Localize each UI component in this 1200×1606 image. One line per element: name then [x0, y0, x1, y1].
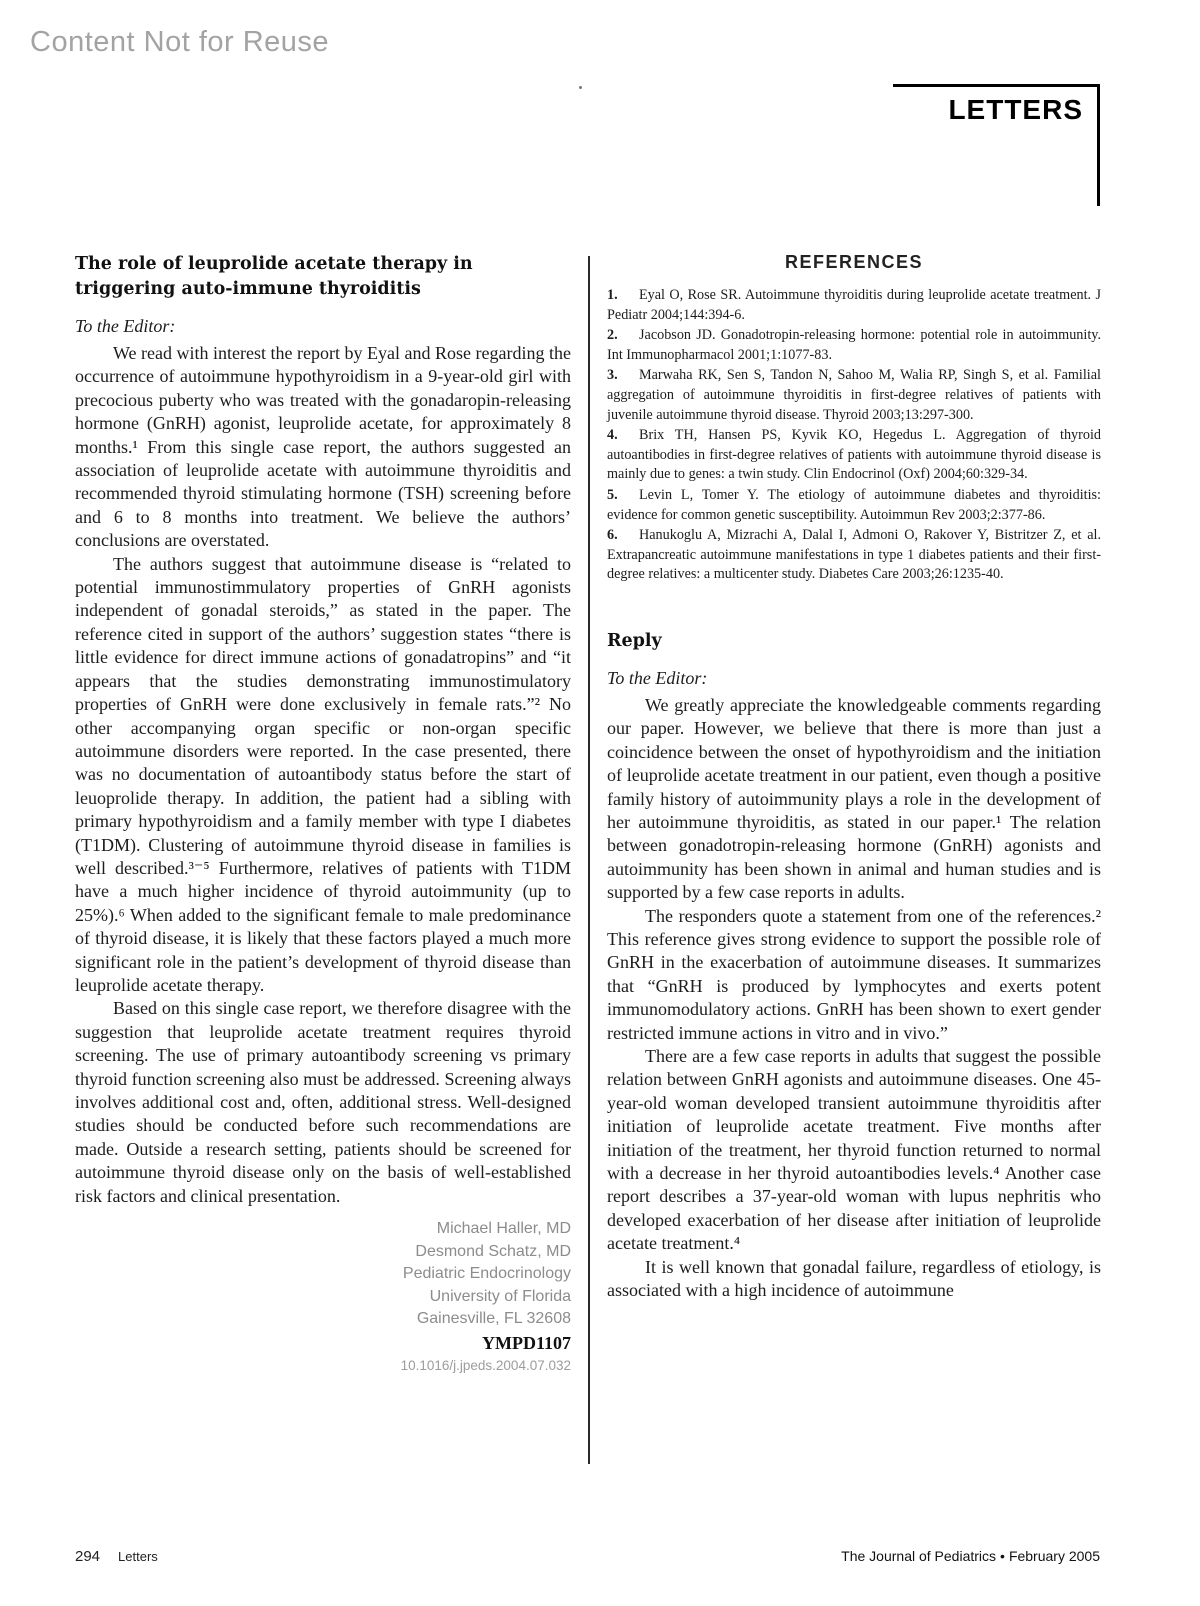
watermark-text: Content Not for Reuse [30, 26, 330, 58]
signature-line: University of Florida [429, 1287, 571, 1305]
reference-item [607, 526, 1101, 585]
paragraph: Based on this single case report, we therefore disagree with the suggestion that leuprolide acetate treatment requires thyroid screening. The use of primary autoantibody screening vs primary thyroid function screening also must be addressed. Screening always involves additional cost and, often, additional stress. Well-designed studies should be conducted before such recommendations are made. Outside a research setting, patients should be screened for autoimmune thyroid disease only on the basis of well-established risk factors and clinical presentation. [75, 998, 571, 1206]
reference-text: Eyal O, Rose SR. Autoimmune thyroiditis during leuprolide acetate treatment. J Pediatr 2004;144:394-6. [607, 287, 1101, 323]
reference-number: 2. [607, 327, 618, 344]
section-heading: LETTERS [948, 94, 1083, 125]
references-heading: REFERENCES [784, 252, 924, 272]
signature-line: Pediatric Endocrinology [402, 1265, 571, 1283]
reference-number: 6. [607, 527, 618, 544]
reference-item [607, 286, 1101, 325]
references-list [607, 286, 1101, 585]
signature-line: Desmond Schatz, MD [415, 1242, 571, 1260]
letters-corner-rule [893, 84, 1100, 206]
page-number: 294 [75, 1548, 101, 1565]
left-column [75, 252, 571, 1376]
paragraph: It is well known that gonadal failure, regardless of etiology, is associated with a high incidence of autoimmune [607, 1256, 1101, 1301]
reference-item [607, 326, 1101, 365]
signature-line: Michael Haller, MD [436, 1220, 571, 1238]
reference-number: 3. [607, 367, 618, 384]
reference-text: Brix TH, Hansen PS, Kyvik KO, Hegedus L. Aggregation of thyroid autoantibodies in first-degree relatives of patients with autoimmune thyroid disease is mainly due to genes: a twin study. Clin Endocrinol (Oxf) 2004;60:329-34. [607, 427, 1101, 483]
reference-number: 1. [607, 287, 618, 303]
paragraph: The authors suggest that autoimmune disease is “related to potential immunostimmulatory properties of GnRH agonists independent of gonadal steroids,” as stated in the paper. The reference cited in support of the authors’ suggestion states “there is little evidence for direct immune actions of gonadatropins” and “it appears that the studies demonstrating immunostimulatory properties of GnRH were done exclusively in female rats.”² No other accompanying organ specific or non-organ specific autoimmune disorders were reported. In the case presented, there was no documentation of autoantibody status before the start of leuoprolide therapy. In addition, the patient had a sibling with primary hypothyroidism and a family member with type I diabetes (T1DM). Clustering of autoimmune thyroid disease in families is well described.³⁻⁵ Furthermore, relatives of patients with T1DM have a much higher incidence of thyroid autoimmunity (up to 25%).⁶ When added to the significant female to male predominance of thyroid disease, it is likely that these factors played a much more significant role in the patient’s development of thyroid disease than leuprolide acetate therapy. [75, 553, 571, 995]
signature-line: Gainesville, FL 32608 [416, 1310, 571, 1328]
paragraph: We read with interest the report by Eyal and Rose regarding the occurrence of autoimmune hypothyroidism in a 9-year-old girl with precocious puberty who was treated with the gonadaropin-releasing hormone (GnRH) agonist, leuprolide acetate, for approximately 8 months.¹ From this single case report, the authors suggested an association of leuprolide acetate with autoimmune thyroiditis and recommended thyroid stimulating hormone (TSH) screening before and 6 to 8 months into treatment. We believe the authors’ conclusions are overstated. [75, 343, 571, 551]
reference-item [607, 426, 1101, 485]
issue-date: February 2005 [1008, 1548, 1100, 1564]
salutation: To the Editor: [607, 667, 708, 688]
manuscript-id: YMPD1107 [482, 1332, 571, 1353]
reference-number: 5. [607, 486, 618, 503]
stray-print-mark [579, 86, 582, 89]
reply-heading: Reply [607, 630, 662, 651]
reference-text: Hanukoglu A, Mizrachi A, Dalal I, Admoni O, Rakover Y, Bistritzer Z, et al. Extrapancreatic autoimmune manifestations in type 1 diabetes patients and their first-degree relatives: a multicenter study. Diabetes Care 2003;26:1235-40. [607, 527, 1101, 583]
reference-text: Jacobson JD. Gonadotropin-releasing hormone: potential role in autoimmunity. Int Immunopharmacol 2001;1:1077-83. [607, 327, 1101, 363]
salutation: To the Editor: [75, 316, 176, 336]
reference-text: Levin L, Tomer Y. The etiology of autoimmune diabetes and thyroiditis: evidence for common genetic susceptibility. Autoimmun Rev 2003;2:377-86. [607, 486, 1101, 523]
footer-separator: • [1000, 1548, 1005, 1564]
footer-right [841, 1548, 1100, 1564]
footer-left [75, 1548, 158, 1566]
reference-text: Marwaha RK, Sen S, Tandon N, Sahoo M, Walia RP, Singh S, et al. Familial aggregation of autoimmune thyroiditis in first-degree relatives of patients with juvenile autoimmune thyroid disease. Thyroid 2003;13:297-300. [607, 367, 1101, 423]
signature-block [75, 1218, 571, 1376]
reference-item [607, 486, 1101, 525]
column-divider [588, 256, 590, 1464]
reference-item [607, 366, 1101, 425]
journal-name: The Journal of Pediatrics [841, 1548, 997, 1564]
paragraph: There are a few case reports in adults that suggest the possible relation between GnRH agonists and autoimmune diseases. One 45-year-old woman developed transient autoimmune thyroiditis after initiation of leuprolide acetate treatment. Five months after initiation of the treatment, her thyroid function returned to normal with a decrease in her thyroid autoantibodies levels.⁴ Another case report describes a 37-year-old woman with lupus nephritis who developed exacerbation of her disease after initiation of leuprolide acetate treatment.⁴ [607, 1046, 1101, 1254]
right-column [607, 252, 1101, 1302]
letter-title: The role of leuprolide acetate therapy in triggering auto-immune thyroiditis [75, 254, 473, 299]
paragraph: The responders quote a statement from one of the references.² This reference gives strong evidence to support the possible role of GnRH in the exacerbation of autoimmune diseases. It summarizes that “GnRH is produced by lymphocytes and exerts potent immunomodulatory actions. GnRH has been shown to exert gender restricted immune actions in vitro and in vivo.” [607, 905, 1101, 1043]
reply-section [607, 631, 1101, 1303]
paragraph: We greatly appreciate the knowledgeable comments regarding our paper. However, we believe that there is more than just a coincidence between the onset of hypothyroidism and the initiation of leuprolide acetate treatment in our patient, even though a positive family history of autoimmunity plays a role in the development of her autoimmune thyroiditis, as stated in our paper.¹ The relation between gonadotropin-releasing hormone (GnRH) agonists and autoimmunity has been shown in animal and human studies and is supported by a few case reports in adults. [607, 694, 1101, 903]
reference-number: 4. [607, 427, 618, 444]
doi-text: 10.1016/j.jpeds.2004.07.032 [400, 1357, 571, 1373]
footer-section-label: Letters [118, 1549, 158, 1564]
